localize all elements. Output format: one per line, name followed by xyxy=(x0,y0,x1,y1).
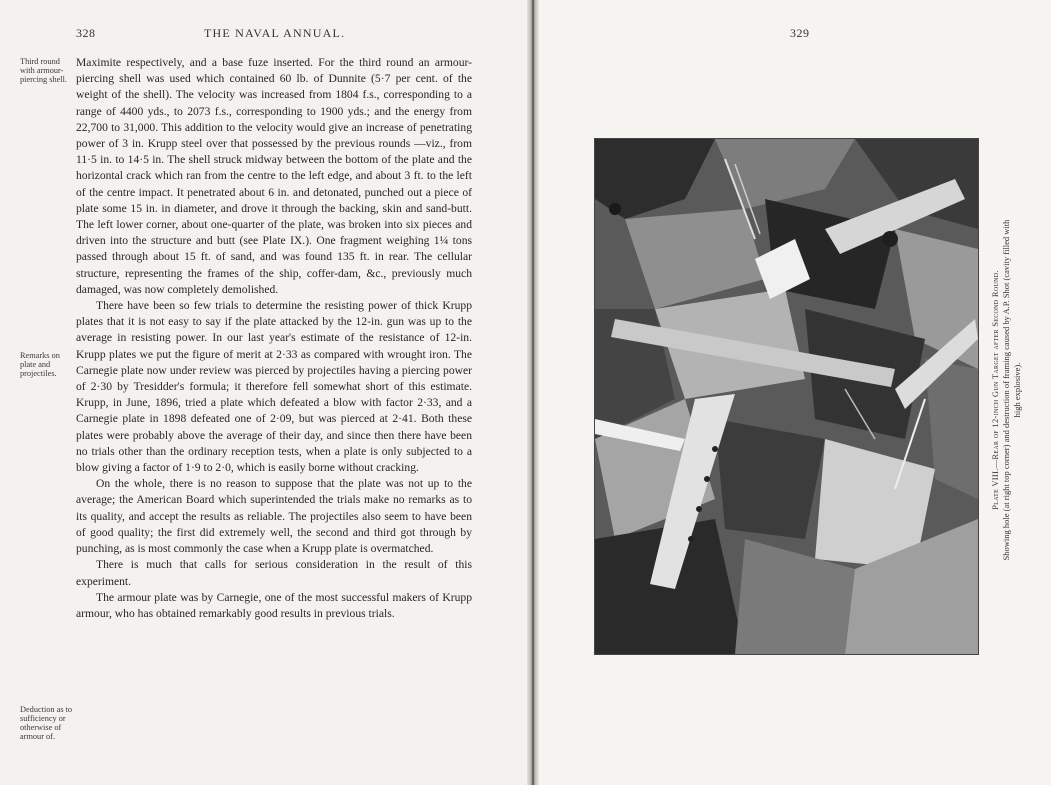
caption-title: Plate VIII.—Rear of 12-inch Gun Target after Second Round. xyxy=(990,270,1000,510)
margin-note-deduction: Deduction as to sufficiency or otherwise of armour of. xyxy=(20,705,73,741)
paragraph-3: On the whole, there is no reason to suppose that the plate was not up to the average; the American Board which superintended the trials make no remarks as to its quality, and accept the results as reliable. The projectiles also seem to have been of good quality; the first did extremely well, the second and third got through by punching, as is most commonly the case when a Krupp plate is overmatched. xyxy=(76,477,472,556)
right-page-number: 329 xyxy=(790,26,810,40)
plate-photograph xyxy=(594,138,979,655)
caption-line-2: Showing hole (at right top corner) and destruction of framing caused by A.P. Shot (cavity filled with xyxy=(1001,219,1011,561)
running-head: THE NAVAL ANNUAL. xyxy=(204,26,346,40)
paragraph-1: Maximite respectively, and a base fuze inserted. For the third round an armour-piercing shell was used which contained 60 lb. of Dunnite (5·7 per cent. of the weight of the shell). The velocity was increased from 1804 f.s., corresponding to a range of 4400 yds., to 2073 f.s., corresponding to 1900 yds.; and the energy from 22,700 to 31,000. This addition to the velocity would give an increase of penetrating power of 3 in. Krupp steel over that possessed by the previous rounds —viz., from 11·5 in. to 14·5 in. The shell struck midway between the bottom of the plate and the horizontal crack which ran from the centre to the left edge, and about 3 ft. to the left of the centre impact. It penetrated about 6 in. and detonated, punched out a piece of plate some 15 in. in diameter, and drove it through the backing, skin and sand-butt. The left lower corner, about one-quarter of the plate, was broken into six pieces and driven into the structure and butt (see Plate IX.). One fragment weighing 1¼ tons passed through about 15 ft. of sand, and was found 135 ft. in rear. The cellular structure, representing the frames of the ship, coffer-dam, &c., previously much damaged, was now completely demolished. xyxy=(76,56,472,296)
body-text xyxy=(76,55,472,622)
paragraph-2: There have been so few trials to determine the resisting power of thick Krupp plates that it is not easy to say if the plate attacked by the 12-in. gun was up to the average in resisting power. In our last year's estimate of the resistance of 12-in. Krupp plates we put the figure of merit at 2·33 as compared with wrought iron. The Carnegie plate now under review was pierced by projectiles having a piercing power of 2·30 by Tresidder's formula; it therefore fell somewhat short of this estimate. Krupp, in June, 1896, tried a plate which defeated a blow with factor 2·33, and a Carnegie plate in 1898 defeated one of 2·09, but was pierced at 2·41. Both these plates were probably above the average of their day, and since then there have been no trials other than the ordinary reception tests, when a plate is only subjected to a blow giving a factor of 1·9 to 2·0, which is easily borne without cracking. xyxy=(76,299,472,475)
book-gutter xyxy=(527,0,539,785)
plate-caption xyxy=(990,160,1051,620)
margin-note-remarks: Remarks on plate and projectiles. xyxy=(20,351,60,378)
wreckage-image xyxy=(595,139,978,654)
paragraph-4: There is much that calls for serious consideration in the result of this experiment. xyxy=(76,558,472,588)
caption-line-3: high explosive). xyxy=(1012,362,1022,418)
margin-note-third-round: Third round with armour-piercing shell. xyxy=(20,57,68,84)
paragraph-5: The armour plate was by Carnegie, one of the most successful makers of Krupp armour, who has obtained remarkably good results in previous trials. xyxy=(76,590,472,620)
left-page-number: 328 xyxy=(76,26,96,40)
